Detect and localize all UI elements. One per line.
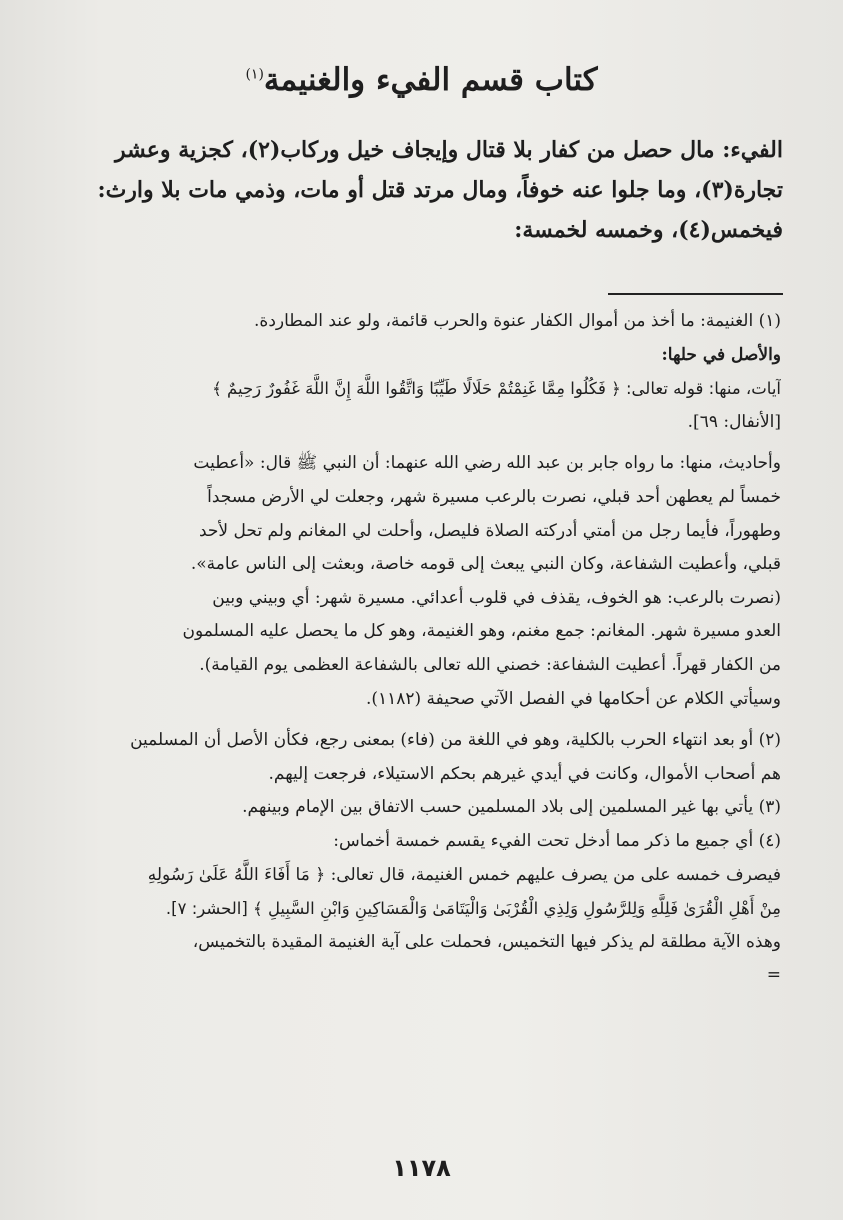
continuation-mark: = (766, 965, 781, 986)
footnote-line: (١) الغنيمة: ما أخذ من أموال الكفار عنوة والحرب قائمة، ولو عند المطاردة. (254, 311, 781, 331)
footnote-line: قبلي، وأعطيت الشفاعة، وكان النبي يبعث إلى قومه خاصة، وبعثت إلى الناس عامة». (190, 554, 781, 575)
footnote-1 (60, 305, 781, 716)
footnote-line: والأصل في حلها: (661, 344, 781, 365)
main-text-line: الفيء: مال حصل من كفار بلا قتال وإيجاف خيل وركاب(٢)، كجزية وعشر (115, 137, 783, 163)
footnote-line: وهذه الآية مطلقة لم يذكر فيها التخميس، فحملت على آية الغنيمة المقيدة بالتخميس، (192, 931, 781, 952)
footnote-line: العدو مسيرة شهر. المغانم: جمع مغنم، وهو الغنيمة، وهو كل ما يحصل عليه المسلمون (182, 621, 781, 642)
chapter-title-text: كتاب قسم الفيء والغنيمة (263, 62, 598, 98)
footnote-2 (60, 724, 781, 791)
footnote-line: من الكفار قهراً. أعطيت الشفاعة: خصني الله تعالى بالشفاعة العظمى يوم القيامة). (199, 654, 781, 675)
footnote-line: هم أصحاب الأموال، وكانت في أيدي غيرهم بحكم الاستيلاء، فرجعت إليهم. (268, 763, 781, 784)
footnote-line: وطهوراً، فأيما رجل من أمتي أدركته الصلاة فليصل، وأحلت لي المغانم ولم تحل لأحد (198, 520, 781, 541)
footnote-4 (60, 825, 781, 993)
footnote-line: وسيأتي الكلام عن أحكامها في الفصل الآتي صحيفة (١١٨٢). (365, 688, 781, 709)
page-number: ١١٧٨ (392, 1154, 451, 1182)
footnotes (60, 305, 781, 993)
main-text-line: فيخمس(٤)، وخمسه لخمسة: (514, 217, 783, 243)
main-text (60, 130, 783, 250)
footnote-separator (608, 293, 783, 295)
footnote-line: [الأنفال: ٦٩]. (687, 411, 781, 432)
chapter-title (0, 62, 843, 98)
footnote-line: فيصرف خمسه على من يصرف عليهم خمس الغنيمة، قال تعالى: ﴿ مَا أَفَاءَ اللَّهُ عَلَىٰ رَسُولِهِ (147, 864, 781, 885)
footnote-line: (٢) أو بعد انتهاء الحرب بالكلية، وهو في اللغة من (فاء) بمعنى رجع، فكأن الأصل أن المسلمين (130, 730, 781, 751)
footnote-3 (60, 791, 781, 825)
footnote-line: وأحاديث، منها: ما رواه جابر بن عبد الله رضي الله عنهما: أن النبي ﷺ قال: «أعطيت (193, 453, 781, 474)
footnote-line: (٤) أي جميع ما ذكر مما أدخل تحت الفيء يقسم خمسة أخماس: (333, 830, 781, 851)
footnote-line: خمساً لم يعطهن أحد قبلي، نصرت بالرعب مسيرة شهر، وجعلت لي الأرض مسجداً (207, 486, 781, 507)
main-text-line: تجارة(٣)، وما جلوا عنه خوفاً، ومال مرتد قتل أو مات، وذمي مات بلا وارث: (97, 177, 783, 203)
footnote-line: (نصرت بالرعب: هو الخوف، يقذف في قلوب أعدائي. مسيرة شهر: أي وبيني وبين (212, 587, 781, 608)
footnote-line: (٣) يأتي بها غير المسلمين إلى بلاد المسلمين حسب الاتفاق بين الإمام وبينهم. (242, 797, 781, 818)
footnote-verse-line: آيات، منها: قوله تعالى: ﴿ فَكُلُوا مِمَّا غَنِمْتُمْ حَلَالًا طَيِّبًا وَاتَّقُوا اللَّهَ إِنَّ اللَّهَ غَفُورٌ رَحِيمٌ ﴾ (212, 379, 781, 399)
footnote-verse-line: مِنْ أَهْلِ الْقُرَىٰ فَلِلَّهِ وَلِلرَّسُولِ وَلِذِي الْقُرْبَىٰ وَالْيَتَامَىٰ وَالْمَسَاكِينِ وَابْنِ السَّبِيلِ ﴾ [الحشر: ٧]. (165, 899, 781, 919)
title-footnote-marker: (١) (245, 66, 264, 83)
